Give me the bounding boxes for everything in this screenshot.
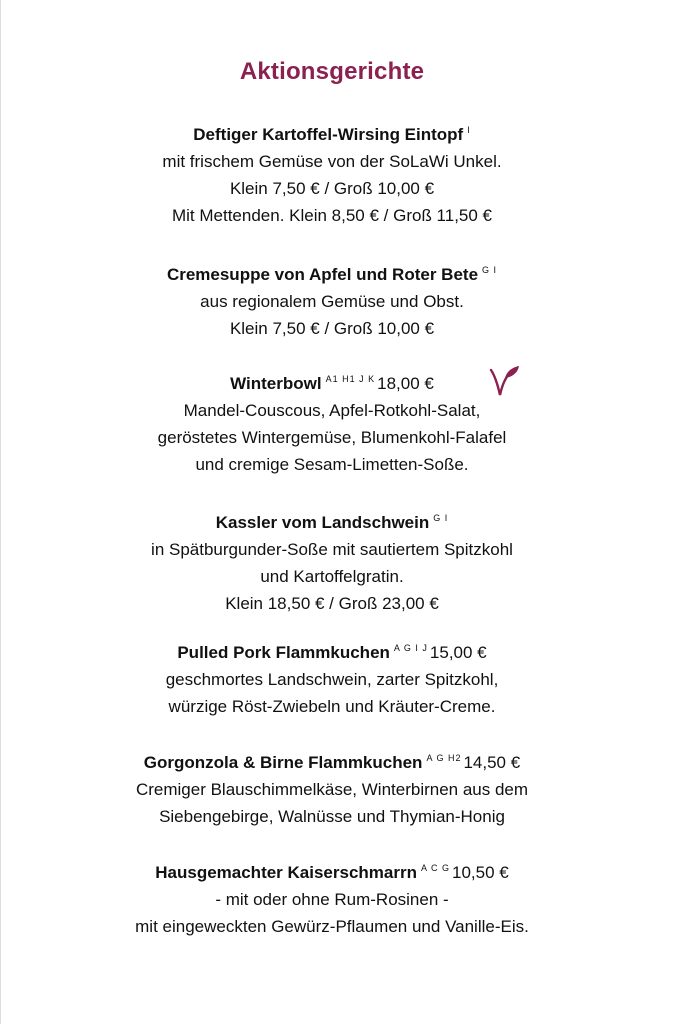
- dish-heading: [1, 855, 663, 886]
- page-title: Aktionsgerichte: [239, 58, 425, 85]
- dish-name: Gorgonzola & Birne Flammkuchen: [143, 753, 423, 772]
- dish-allergens: A G I J: [393, 643, 428, 653]
- dish-pulled-pork: [1, 635, 663, 720]
- dish-description: - mit oder ohne Rum-Rosinen -: [215, 890, 449, 909]
- dish-description: mit frischem Gemüse von der SoLaWi Unkel.: [162, 152, 502, 171]
- dish-name: Kassler vom Landschwein: [215, 513, 430, 532]
- dish-description: geschmortes Landschwein, zarter Spitzkohl,: [165, 670, 499, 689]
- dish-name: Pulled Pork Flammkuchen: [177, 643, 390, 662]
- dish-allergens: A G H2: [426, 753, 462, 763]
- dish-winterbowl: [1, 366, 663, 478]
- dish-name: Winterbowl: [230, 374, 322, 393]
- dish-description: Siebengebirge, Walnüsse und Thymian-Honig: [159, 807, 505, 826]
- dish-name: Deftiger Kartoffel-Wirsing Eintopf: [193, 125, 464, 144]
- dish-cremesuppe: [1, 257, 663, 342]
- dish-kaiserschmarrn: [1, 855, 663, 940]
- vegan-leaf-icon: [489, 364, 521, 398]
- dish-heading: [1, 635, 663, 666]
- dish-heading: [1, 745, 663, 776]
- dish-price-line: Mit Mettenden. Klein 8,50 € / Groß 11,50 €: [171, 206, 493, 225]
- dish-name: Hausgemachter Kaiserschmarrn: [155, 863, 417, 882]
- dish-allergens: A C G: [420, 863, 450, 873]
- dish-allergens: G I: [482, 265, 498, 275]
- dish-heading: [1, 257, 663, 288]
- dish-price-line: Klein 18,50 € / Groß 23,00 €: [225, 594, 439, 613]
- dish-price: 18,00 €: [377, 374, 434, 393]
- dish-description: aus regionalem Gemüse und Obst.: [200, 292, 464, 311]
- dish-allergens: I: [467, 125, 471, 135]
- dish-description: Mandel-Couscous, Apfel-Rotkohl-Salat,: [183, 401, 481, 420]
- dish-price-line: Klein 7,50 € / Groß 10,00 €: [229, 319, 435, 338]
- dish-price: 15,00 €: [429, 643, 487, 662]
- dish-description: in Spätburgunder-Soße mit sautiertem Spitzkohl: [151, 540, 513, 559]
- dish-price-line: Klein 7,50 € / Groß 10,00 €: [229, 179, 435, 198]
- dish-description: würzige Röst-Zwiebeln und Kräuter-Creme.: [168, 697, 496, 716]
- dish-price: 10,50 €: [452, 863, 509, 882]
- dish-allergens: G I: [433, 513, 449, 523]
- dish-description: Cremiger Blauschimmelkäse, Winterbirnen aus dem: [135, 780, 529, 799]
- dish-heading: [1, 505, 663, 536]
- dish-description: und Kartoffelgratin.: [260, 567, 404, 586]
- dish-allergens: A1 H1 J K: [325, 374, 376, 384]
- dish-eintopf: [1, 117, 663, 229]
- dish-name: Cremesuppe von Apfel und Roter Bete: [166, 265, 479, 284]
- dish-kassler: [1, 505, 663, 617]
- dish-description: geröstetes Wintergemüse, Blumenkohl-Falafel: [157, 428, 507, 447]
- dish-gorgonzola: [1, 745, 663, 830]
- dish-description: und cremige Sesam-Limetten-Soße.: [195, 455, 469, 474]
- dish-heading: [1, 117, 663, 148]
- dish-price: 14,50 €: [463, 753, 521, 772]
- dish-heading: [1, 366, 663, 397]
- dish-description: mit eingeweckten Gewürz-Pflaumen und Vanille-Eis.: [135, 917, 529, 936]
